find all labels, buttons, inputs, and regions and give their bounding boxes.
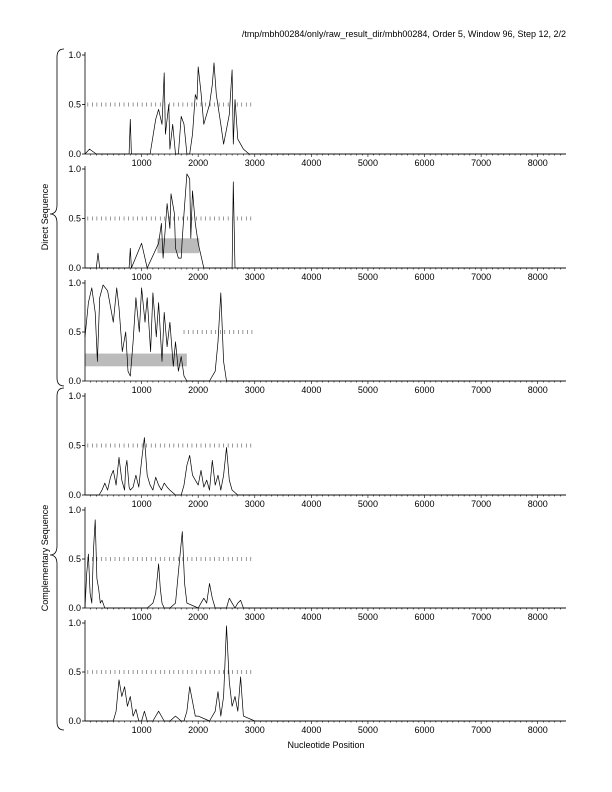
panel-5 — [68, 505, 566, 622]
x-tick-label: 4000 — [301, 385, 322, 395]
y-tick-label: 0.5 — [68, 99, 81, 110]
x-tick-label: 6000 — [414, 612, 435, 622]
y-tick-label: 0.0 — [68, 716, 81, 726]
y-tick-label: 0.0 — [68, 603, 81, 613]
x-tick-label: 7000 — [471, 385, 492, 395]
x-tick-label: 5000 — [357, 272, 378, 282]
x-tick-label: 2000 — [188, 499, 209, 509]
x-tick-label: 8000 — [527, 272, 548, 282]
panel-6 — [68, 618, 566, 735]
x-tick-label: 1000 — [131, 612, 152, 622]
y-tick-label: 0.0 — [68, 376, 81, 386]
y-tick-label: 0.5 — [68, 327, 81, 337]
x-tick-label: 6000 — [414, 158, 435, 168]
panels — [68, 50, 566, 735]
series-line — [85, 63, 566, 154]
x-tick-label: 3000 — [244, 725, 265, 735]
x-tick-label: 8000 — [527, 725, 548, 735]
direct-sequence-label: Direct Sequence — [40, 183, 50, 251]
x-tick-label: 2000 — [188, 272, 209, 282]
x-tick-label: 3000 — [244, 272, 265, 282]
x-tick-label: 1000 — [131, 385, 152, 395]
x-tick-label: 6000 — [414, 725, 435, 735]
complementary-sequence-brace — [50, 388, 64, 730]
y-tick-label: 1.0 — [68, 505, 81, 515]
x-tick-label: 7000 — [471, 725, 492, 735]
panel-4 — [68, 391, 566, 509]
x-axis-label: Nucleotide Position — [287, 740, 365, 750]
series-line — [85, 626, 566, 721]
x-tick-label: 6000 — [414, 499, 435, 509]
y-tick-label: 0.0 — [68, 263, 81, 273]
x-tick-label: 5000 — [357, 385, 378, 395]
series-line — [85, 285, 566, 381]
y-tick-label: 0.5 — [68, 440, 81, 451]
x-tick-label: 5000 — [357, 612, 378, 622]
x-tick-label: 7000 — [471, 272, 492, 282]
x-tick-label: 4000 — [301, 725, 322, 735]
x-tick-label: 3000 — [244, 499, 265, 509]
x-tick-label: 3000 — [244, 158, 265, 168]
x-tick-label: 7000 — [471, 612, 492, 622]
panel-1 — [68, 50, 566, 168]
x-tick-label: 3000 — [244, 612, 265, 622]
y-tick-label: 0.0 — [68, 490, 81, 500]
x-tick-label: 4000 — [301, 499, 322, 509]
x-tick-label: 6000 — [414, 272, 435, 282]
complementary-sequence-label: Complementary Sequence — [40, 504, 50, 612]
x-tick-label: 4000 — [301, 612, 322, 622]
panel-2 — [68, 164, 566, 282]
y-tick-label: 0.5 — [68, 213, 81, 224]
x-tick-label: 8000 — [527, 499, 548, 509]
x-tick-label: 1000 — [131, 725, 152, 735]
x-tick-label: 3000 — [244, 385, 265, 395]
x-tick-label: 1000 — [131, 158, 152, 168]
x-tick-label: 8000 — [527, 385, 548, 395]
y-tick-label: 1.0 — [68, 50, 81, 60]
x-tick-label: 7000 — [471, 499, 492, 509]
panel-3 — [68, 278, 566, 395]
x-tick-label: 7000 — [471, 158, 492, 168]
y-tick-label: 1.0 — [68, 391, 81, 401]
y-tick-label: 1.0 — [68, 278, 81, 288]
x-tick-label: 5000 — [357, 499, 378, 509]
y-tick-label: 0.5 — [68, 667, 81, 677]
x-tick-label: 2000 — [188, 612, 209, 622]
x-tick-label: 5000 — [357, 725, 378, 735]
x-tick-label: 4000 — [301, 158, 322, 168]
x-tick-label: 2000 — [188, 385, 209, 395]
x-tick-label: 4000 — [301, 272, 322, 282]
x-tick-label: 1000 — [131, 499, 152, 509]
series-line — [85, 174, 566, 268]
x-tick-label: 8000 — [527, 158, 548, 168]
x-tick-label: 5000 — [357, 158, 378, 168]
x-tick-label: 8000 — [527, 612, 548, 622]
direct-sequence-brace — [50, 49, 64, 386]
y-tick-label: 0.0 — [68, 149, 81, 159]
highlight-box-1 — [85, 354, 187, 367]
y-tick-label: 0.5 — [68, 554, 81, 564]
x-tick-label: 1000 — [131, 272, 152, 282]
figure-title: /tmp/mbh00284/only/raw_result_dir/mbh00284, Order 5, Window 96, Step 12, 2/2 — [241, 29, 566, 39]
y-tick-label: 1.0 — [68, 618, 81, 628]
series-line — [85, 520, 566, 608]
x-tick-label: 2000 — [188, 725, 209, 735]
x-tick-label: 2000 — [188, 158, 209, 168]
x-tick-label: 6000 — [414, 385, 435, 395]
y-tick-label: 1.0 — [68, 164, 81, 174]
series-line — [85, 438, 566, 495]
